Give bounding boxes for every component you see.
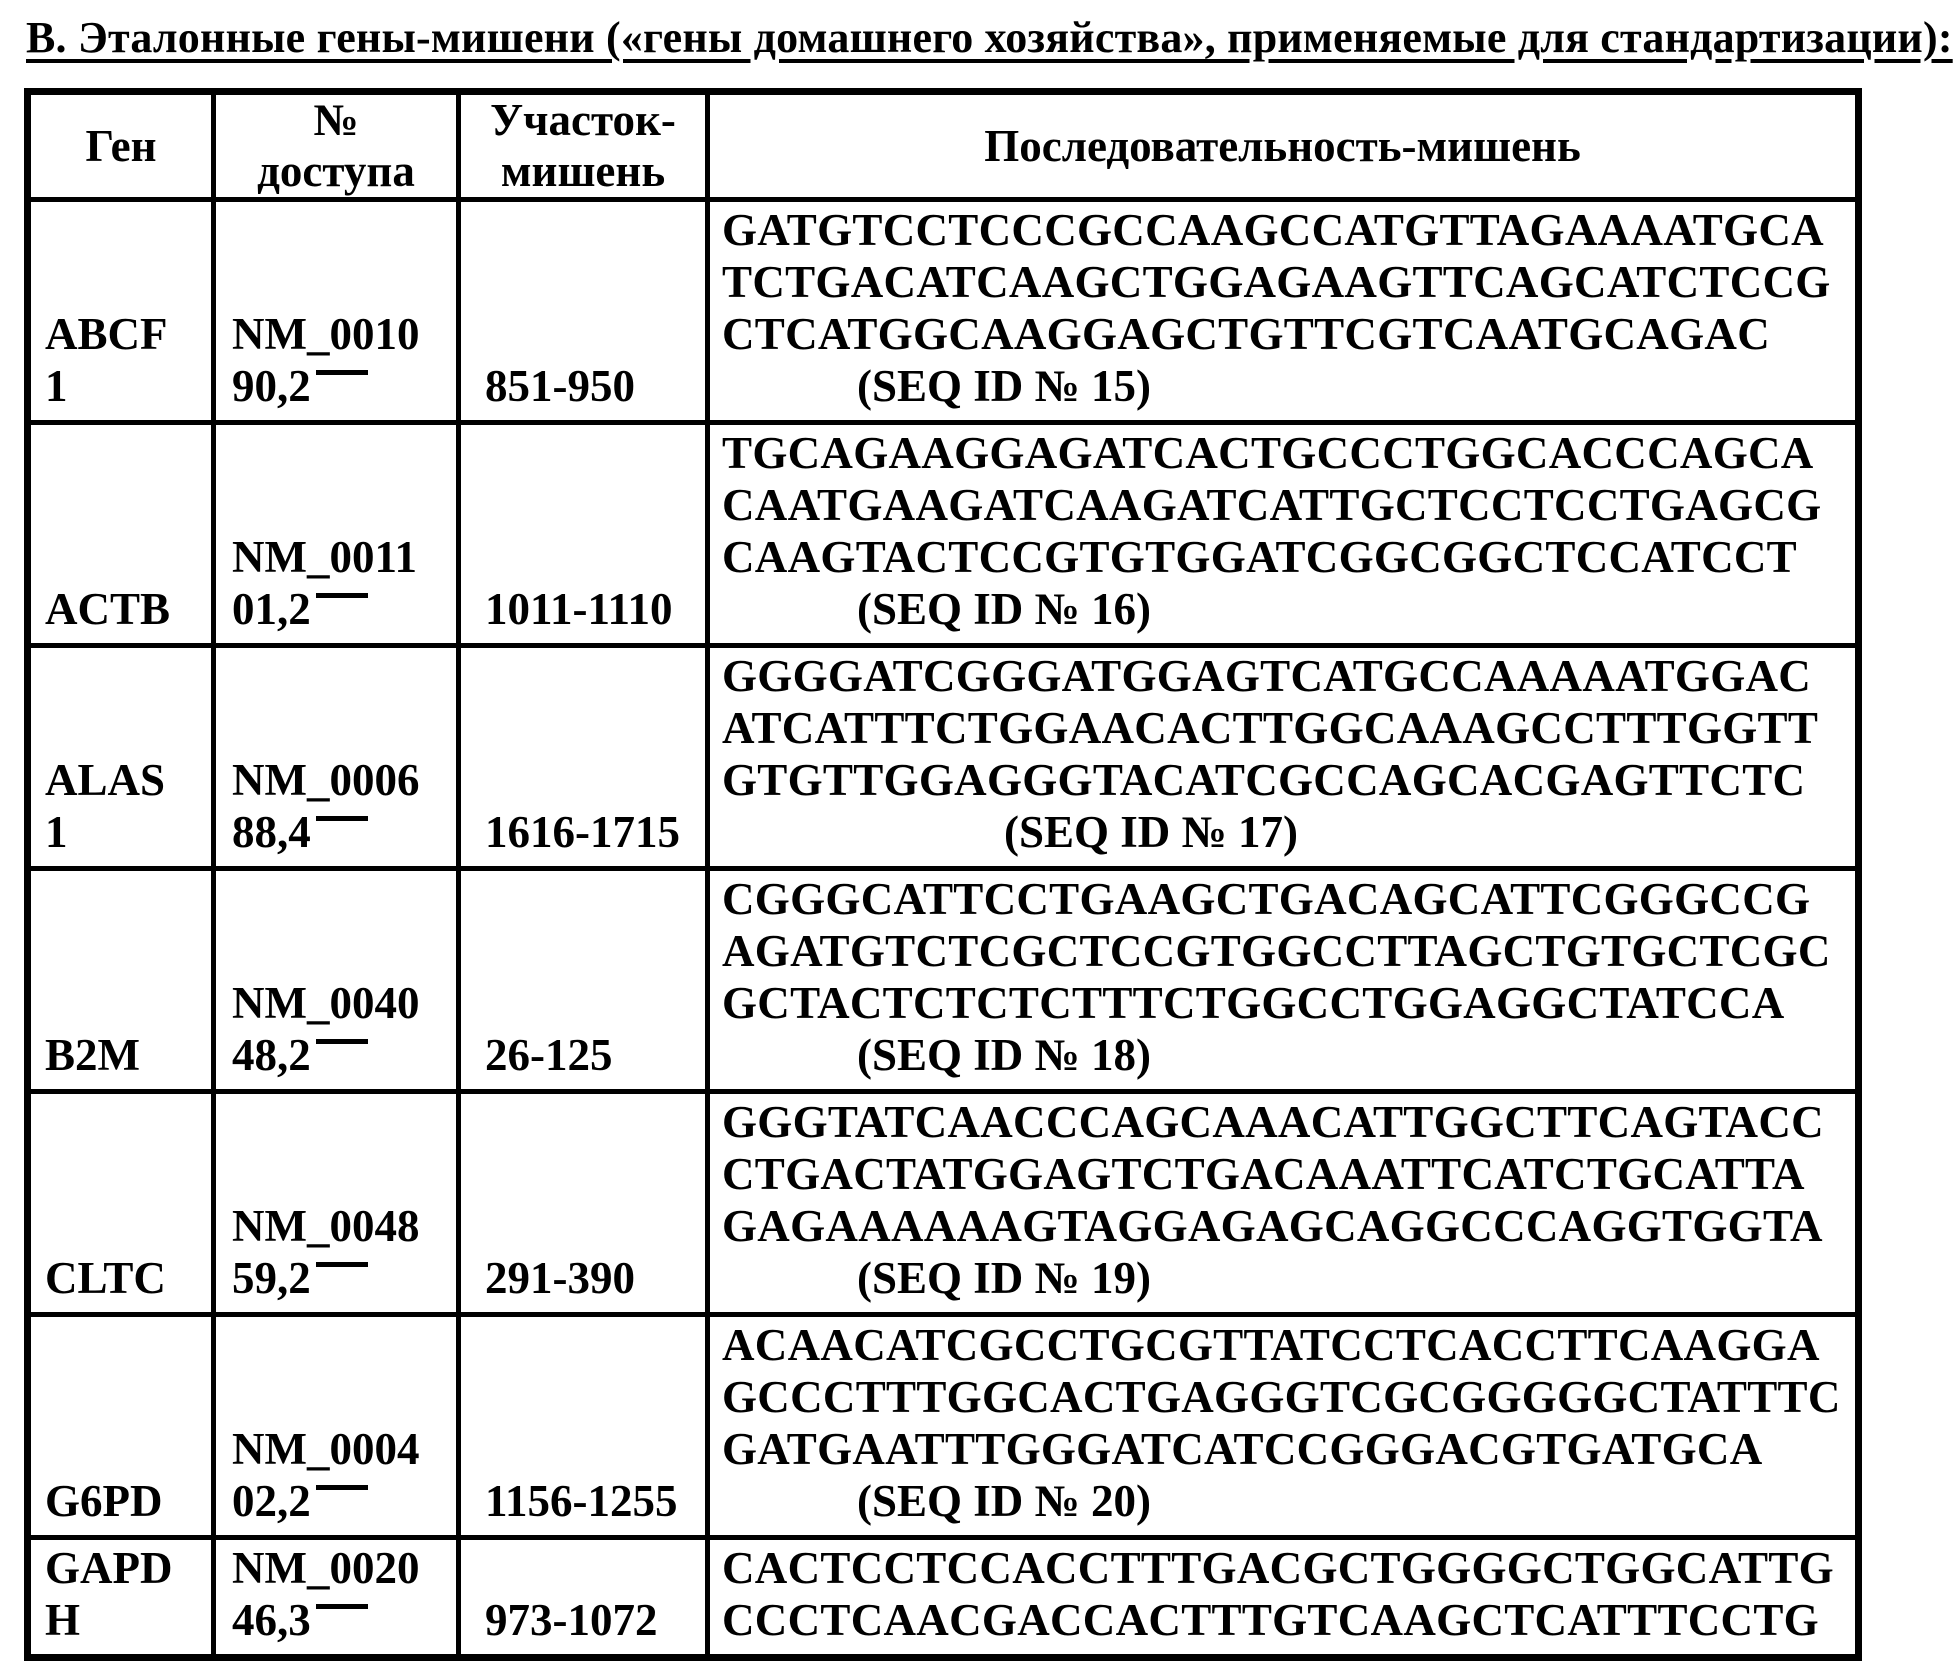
sequence-line: CCCTCAACGACCACTTTGTCAAGCTCATTTCCTG bbox=[722, 1595, 1819, 1645]
gene-row bbox=[28, 1315, 1859, 1538]
gene-cell bbox=[28, 200, 214, 423]
sequence-line: GGGTATCAACCCAGCAAACATTGGCTTCAGTACC bbox=[722, 1097, 1824, 1147]
accession-number bbox=[232, 1542, 456, 1646]
header-sequence bbox=[708, 92, 1859, 200]
accession-line: 02,2 bbox=[232, 1475, 456, 1527]
header-accession bbox=[214, 92, 459, 200]
accession-underscore-artifact bbox=[316, 1039, 368, 1044]
gene-cell bbox=[28, 1538, 214, 1658]
sequence-cell bbox=[708, 200, 1859, 423]
sequence-line: TCTGACATCAAGCTGGAGAAGTTCAGCATCTCCG bbox=[722, 257, 1831, 307]
sequence-line: CAAGTACTCCGTGTGGATCGGCGGCTCCATCCT bbox=[722, 532, 1797, 582]
accession-line: 90,2 bbox=[232, 360, 456, 412]
accession-line: 88,4 bbox=[232, 806, 456, 858]
header-accession-line1: № bbox=[313, 95, 359, 145]
accession-line: NM_0040 bbox=[232, 978, 420, 1028]
accession-underscore-artifact bbox=[316, 370, 368, 375]
accession-cell bbox=[214, 1092, 459, 1315]
sequence-cell bbox=[708, 423, 1859, 646]
gene-name-line: CLTC bbox=[45, 1253, 166, 1303]
accession-number bbox=[232, 1200, 456, 1304]
accession-line: 46,3 bbox=[232, 1594, 456, 1646]
header-region-line1: Участок- bbox=[490, 95, 676, 145]
gene-name-line: B2M bbox=[45, 1030, 140, 1080]
sequence-line: ATCATTTCTGGAACACTTGGCAAAGCCTTTGGTT bbox=[722, 703, 1819, 753]
sequence-line: GGGGATCGGGATGGAGTCATGCCAAAAATGGAC bbox=[722, 651, 1812, 701]
gene-row bbox=[28, 646, 1859, 869]
accession-line: 48,2 bbox=[232, 1029, 456, 1081]
accession-line: NM_0011 bbox=[232, 532, 417, 582]
table-body bbox=[28, 200, 1859, 1658]
gene-row bbox=[28, 1092, 1859, 1315]
sequence-line: GCTACTCTCTCTTTCTGGCCTGGAGGCTATCCA bbox=[722, 978, 1785, 1028]
accession-line: NM_0004 bbox=[232, 1424, 420, 1474]
seq-id-label: (SEQ ID № 19) bbox=[857, 1253, 1151, 1303]
accession-line: 59,2 bbox=[232, 1252, 456, 1304]
target-region: 26-125 bbox=[485, 1030, 613, 1080]
gene-row bbox=[28, 423, 1859, 646]
sequence-line: GATGAATTTGGGATCATCCGGGACGTGATGCA bbox=[722, 1424, 1763, 1474]
accession-underscore-artifact bbox=[316, 593, 368, 598]
gene-name bbox=[45, 1029, 211, 1081]
gene-name bbox=[45, 1542, 211, 1646]
gene-row bbox=[28, 869, 1859, 1092]
sequence-line: GCCCTTTGGCACTGAGGGTCGCGGGGGCTATTTC bbox=[722, 1372, 1841, 1422]
accession-cell bbox=[214, 1315, 459, 1538]
region-cell bbox=[459, 869, 708, 1092]
header-gene-label: Ген bbox=[85, 120, 157, 171]
header-region bbox=[459, 92, 708, 200]
accession-underscore-artifact bbox=[316, 1262, 368, 1267]
target-region: 1616-1715 bbox=[485, 807, 680, 857]
header-sequence-label: Последовательность-мишень bbox=[984, 120, 1581, 171]
target-sequence bbox=[722, 204, 1855, 360]
sequence-line: GATGTCCTCCCGCCAAGCCATGTTAGAAAATGCA bbox=[722, 205, 1824, 255]
gene-name-line: G6PD bbox=[45, 1476, 163, 1526]
sequence-cell bbox=[708, 1538, 1859, 1658]
gene-cell bbox=[28, 423, 214, 646]
gene-name bbox=[45, 308, 211, 412]
table-header bbox=[28, 92, 1859, 200]
accession-underscore-artifact bbox=[316, 816, 368, 821]
accession-underscore-artifact bbox=[316, 1604, 368, 1609]
reference-genes-table bbox=[24, 88, 1862, 1661]
accession-line: NM_0010 bbox=[232, 309, 420, 359]
accession-number bbox=[232, 308, 456, 412]
header-region-line2: мишень bbox=[500, 146, 666, 196]
gene-name bbox=[45, 583, 211, 635]
sequence-line: CTCATGGCAAGGAGCTGTTCGTCAATGCAGAC bbox=[722, 309, 1771, 359]
sequence-line: GAGAAAAAAGTAGGAGAGCAGGCCCAGGTGGTA bbox=[722, 1201, 1823, 1251]
gene-name-line: ABCF bbox=[45, 309, 168, 359]
accession-cell bbox=[214, 646, 459, 869]
sequence-line: CGGGCATTCCTGAAGCTGACAGCATTCGGGCCG bbox=[722, 874, 1811, 924]
gene-row bbox=[28, 1538, 1859, 1658]
gene-name-line: H bbox=[45, 1595, 81, 1645]
region-cell bbox=[459, 1538, 708, 1658]
sequence-cell bbox=[708, 869, 1859, 1092]
sequence-cell bbox=[708, 1315, 1859, 1538]
accession-number bbox=[232, 1423, 456, 1527]
header-row bbox=[28, 92, 1859, 200]
seq-id-label: (SEQ ID № 20) bbox=[857, 1476, 1151, 1526]
sequence-line: ACAACATCGCCTGCGTTATCCTCACCTTCAAGGA bbox=[722, 1320, 1820, 1370]
target-sequence bbox=[722, 873, 1855, 1029]
gene-name bbox=[45, 754, 211, 858]
sequence-line: GTGTTGGAGGGTACATCGCCAGCACGAGTTCTC bbox=[722, 755, 1806, 805]
gene-row bbox=[28, 200, 1859, 423]
target-sequence bbox=[722, 1542, 1855, 1646]
gene-name bbox=[45, 1475, 211, 1527]
gene-cell bbox=[28, 1092, 214, 1315]
gene-name-line: 1 bbox=[45, 361, 68, 411]
accession-cell bbox=[214, 869, 459, 1092]
header-accession-line2: доступа bbox=[257, 146, 415, 196]
accession-line: 01,2 bbox=[232, 583, 456, 635]
target-region: 1011-1110 bbox=[485, 584, 673, 634]
sequence-line: TGCAGAAGGAGATCACTGCCCTGGCACCCAGCA bbox=[722, 428, 1814, 478]
accession-line: NM_0048 bbox=[232, 1201, 420, 1251]
target-region: 973-1072 bbox=[485, 1595, 658, 1645]
sequence-line: AGATGTCTCGCTCCGTGGCCTTAGCTGTGCTCGC bbox=[722, 926, 1831, 976]
accession-underscore-artifact bbox=[316, 1485, 368, 1490]
sequence-line: CACTCCTCCACCTTTGACGCTGGGGCTGGCATTG bbox=[722, 1543, 1834, 1593]
sequence-line: CTGACTATGGAGTCTGACAAATTCATCTGCATTA bbox=[722, 1149, 1805, 1199]
accession-number bbox=[232, 754, 456, 858]
accession-cell bbox=[214, 423, 459, 646]
target-region: 291-390 bbox=[485, 1253, 635, 1303]
seq-id-label: (SEQ ID № 15) bbox=[857, 361, 1151, 411]
region-cell bbox=[459, 646, 708, 869]
gene-cell bbox=[28, 646, 214, 869]
sequence-cell bbox=[708, 1092, 1859, 1315]
header-gene bbox=[28, 92, 214, 200]
region-cell bbox=[459, 1315, 708, 1538]
gene-name-line: 1 bbox=[45, 807, 68, 857]
seq-id-label: (SEQ ID № 17) bbox=[1004, 807, 1298, 857]
gene-name-line: ACTB bbox=[45, 584, 171, 634]
seq-id-label: (SEQ ID № 18) bbox=[857, 1030, 1151, 1080]
gene-cell bbox=[28, 869, 214, 1092]
region-cell bbox=[459, 200, 708, 423]
target-sequence bbox=[722, 1319, 1855, 1475]
target-sequence bbox=[722, 650, 1855, 806]
target-sequence bbox=[722, 1096, 1855, 1252]
region-cell bbox=[459, 1092, 708, 1315]
section-title: В. Эталонные гены-мишени («гены домашнего хозяйства», применяемые для стандартизации): bbox=[26, 13, 1953, 62]
target-sequence bbox=[722, 427, 1855, 583]
target-region: 1156-1255 bbox=[485, 1476, 678, 1526]
region-cell bbox=[459, 423, 708, 646]
accession-number bbox=[232, 531, 456, 635]
seq-id-label: (SEQ ID № 16) bbox=[857, 584, 1151, 634]
sequence-cell bbox=[708, 646, 1859, 869]
gene-cell bbox=[28, 1315, 214, 1538]
target-region: 851-950 bbox=[485, 361, 635, 411]
accession-line: NM_0006 bbox=[232, 755, 420, 805]
accession-line: NM_0020 bbox=[232, 1543, 420, 1593]
accession-cell bbox=[214, 1538, 459, 1658]
sequence-line: CAATGAAGATCAAGATCATTGCTCCTCCTGAGCG bbox=[722, 480, 1822, 530]
gene-name bbox=[45, 1252, 211, 1304]
accession-cell bbox=[214, 200, 459, 423]
gene-name-line: GAPD bbox=[45, 1543, 173, 1593]
gene-name-line: ALAS bbox=[45, 755, 166, 805]
accession-number bbox=[232, 977, 456, 1081]
